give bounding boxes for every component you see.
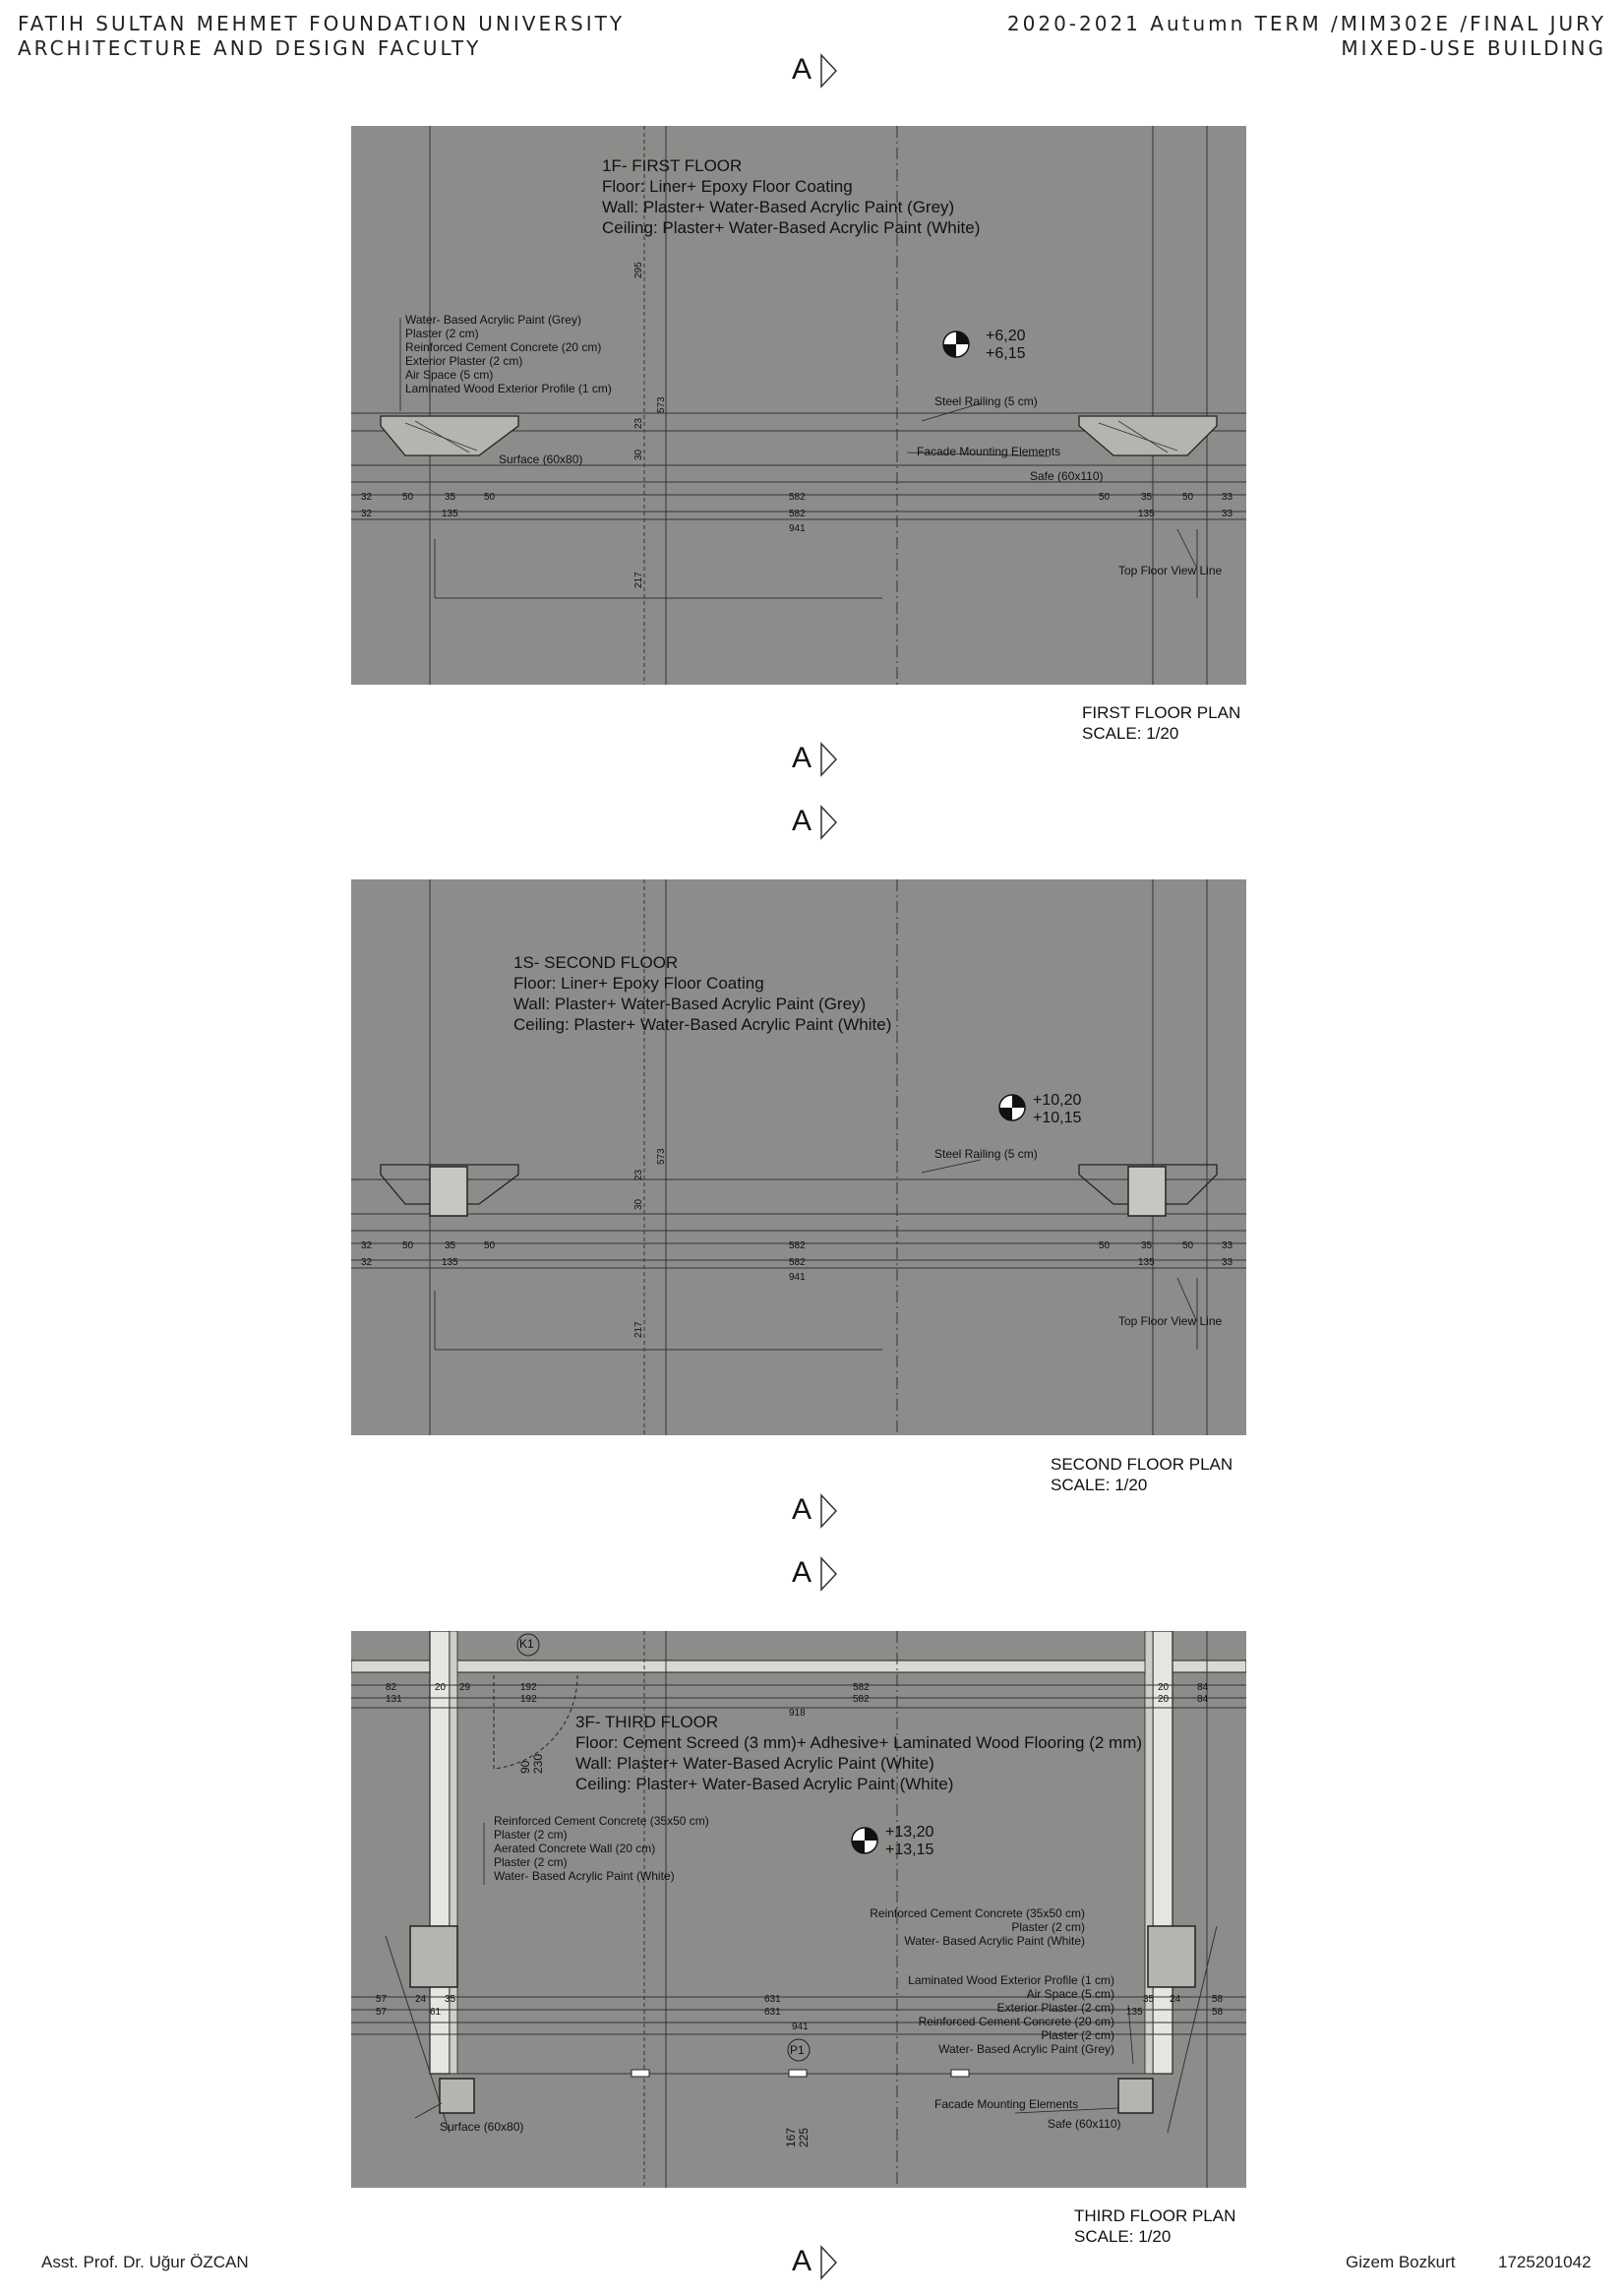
plan-name: SECOND FLOOR PLAN [1051, 1455, 1233, 1474]
facade-note: Facade Mounting Elements [917, 445, 1061, 458]
layer-note: Plaster (2 cm) [1041, 2028, 1114, 2042]
first-floor-plan [351, 126, 1246, 685]
layer-note: Plaster (2 cm) [405, 327, 479, 340]
section-letter: A [792, 53, 812, 86]
dimension: 192 [520, 1682, 537, 1693]
section-letter: A [792, 1556, 812, 1589]
dimension: 33 [1222, 509, 1233, 519]
dimension: 135 [1126, 2007, 1143, 2018]
layer-note: Air Space (5 cm) [405, 368, 494, 382]
section-marker-bottom-3 [792, 2243, 851, 2282]
dimension-vertical: 30 [633, 449, 644, 460]
elevation-bottom: +10,15 [1033, 1110, 1082, 1126]
layer-note: Water- Based Acrylic Paint (Grey) [405, 313, 581, 327]
dimension: 32 [361, 1257, 373, 1268]
dimension: 582 [789, 1240, 806, 1251]
safe-note: Safe (60x110) [1030, 469, 1104, 483]
plan-scale: SCALE: 1/20 [1051, 1476, 1148, 1494]
dimension: 35 [1141, 492, 1153, 503]
dimension-vertical: 30 [633, 1198, 644, 1210]
dimension: 135 [442, 509, 458, 519]
layer-note: Reinforced Cement Concrete (20 cm) [918, 2015, 1114, 2028]
dimension: 50 [1182, 492, 1194, 503]
layer-note: Water- Based Acrylic Paint (White) [494, 1869, 675, 1883]
dimension: 82 [386, 1682, 397, 1693]
dimension: 582 [789, 492, 806, 503]
layer-note: Plaster (2 cm) [494, 1828, 568, 1842]
dimension: 57 [376, 1994, 388, 2005]
project-name: MIXED-USE BUILDING [1341, 36, 1606, 60]
dimension: 192 [520, 1694, 537, 1705]
elevation-label [986, 328, 1025, 363]
room-finish-notes [575, 1712, 1142, 1794]
section-letter: A [792, 742, 812, 774]
right-wall-layer-notes [839, 1973, 1114, 2056]
dimension: 20 [1158, 1682, 1170, 1693]
section-marker-top-1 [792, 51, 851, 91]
plan-scale: SCALE: 1/20 [1082, 724, 1179, 743]
section-marker-bottom-2 [792, 1491, 851, 1531]
room-finish-notes [513, 952, 891, 1035]
dimension: 32 [361, 509, 373, 519]
safe-note: Safe (60x110) [1048, 2117, 1121, 2131]
dimension-total: 918 [789, 1708, 806, 1719]
course-header [1007, 12, 1606, 61]
layer-note: Aerated Concrete Wall (20 cm) [494, 1842, 656, 1855]
layer-note: Reinforced Cement Concrete (20 cm) [405, 340, 602, 354]
surface-note: Surface (60x80) [499, 453, 583, 466]
facade-note: Facade Mounting Elements [934, 2097, 1079, 2111]
faculty-name: ARCHITECTURE AND DESIGN FACULTY [18, 36, 482, 60]
dimension: 582 [789, 1257, 806, 1268]
dimension-vertical: 225 [797, 2127, 811, 2147]
instructor-name: Asst. Prof. Dr. Uğur ÖZCAN [41, 2253, 249, 2271]
dimension-vertical: 573 [656, 1148, 667, 1165]
layer-note: Plaster (2 cm) [1011, 1920, 1085, 1934]
surface-note: Surface (60x80) [440, 2120, 524, 2134]
first-floor-title-block [1082, 702, 1240, 744]
dimension: 61 [430, 2007, 442, 2018]
dimension-vertical: 23 [633, 1169, 644, 1180]
dimension-total: 941 [789, 523, 806, 534]
course-term: 2020-2021 Autumn TERM /MIM302E /FINAL JURY [1006, 12, 1606, 35]
section-arrow-icon [819, 1556, 839, 1592]
wall-layer-notes [405, 313, 612, 395]
section-marker-top-2 [792, 803, 851, 842]
elevation-top: +10,20 [1033, 1092, 1082, 1109]
section-arrow-icon [819, 742, 839, 777]
section-letter: A [792, 1493, 812, 1526]
dimension-total: 941 [789, 1272, 806, 1283]
elevation-top: +13,20 [885, 1824, 934, 1841]
dimension: 35 [445, 1994, 456, 2005]
door-dimension: 230 [531, 1753, 545, 1774]
floor-finish: Floor: Liner+ Epoxy Floor Coating [602, 177, 853, 196]
layer-note: Reinforced Cement Concrete (35x50 cm) [494, 1814, 709, 1828]
window-tag-p1: P1 [790, 2043, 805, 2057]
section-letter: A [792, 2245, 812, 2277]
dimension: 35 [1141, 1240, 1153, 1251]
dimension: 58 [1212, 2007, 1224, 2018]
layer-note: Air Space (5 cm) [1026, 1987, 1114, 2001]
dimension: 50 [1099, 1240, 1111, 1251]
room-title: 3F- THIRD FLOOR [575, 1713, 719, 1731]
section-arrow-icon [819, 805, 839, 840]
layer-note: Exterior Plaster (2 cm) [405, 354, 523, 368]
dimension: 135 [1138, 1257, 1155, 1268]
layer-note: Plaster (2 cm) [494, 1855, 568, 1869]
plan-name: THIRD FLOOR PLAN [1074, 2206, 1236, 2225]
university-header [18, 12, 625, 61]
dimension: 57 [376, 2007, 388, 2018]
dimension: 631 [764, 1994, 781, 2005]
dimension: 84 [1197, 1682, 1209, 1693]
dimension-vertical: 167 [784, 2127, 798, 2147]
layer-note: Water- Based Acrylic Paint (White) [904, 1934, 1085, 1948]
dimension: 24 [415, 1994, 427, 2005]
floor-finish: Floor: Liner+ Epoxy Floor Coating [513, 974, 764, 993]
dimension: 135 [442, 1257, 458, 1268]
view-line-note: Top Floor View Line [1118, 1314, 1223, 1328]
second-floor-plan [351, 879, 1246, 1435]
student-id: 1725201042 [1498, 2253, 1592, 2271]
dimension-vertical: 295 [633, 262, 644, 278]
door-dimension: 90 [518, 1760, 532, 1774]
section-arrow-icon [819, 1493, 839, 1529]
dimension: 582 [853, 1694, 870, 1705]
steel-railing-note: Steel Railing (5 cm) [934, 394, 1038, 408]
dimension: 35 [445, 1240, 456, 1251]
dimension-total: 941 [792, 2022, 809, 2032]
section-arrow-icon [819, 2245, 839, 2280]
second-floor-title-block [1051, 1454, 1233, 1495]
ceiling-finish: Ceiling: Plaster+ Water-Based Acrylic Paint (White) [575, 1775, 954, 1793]
floor-finish: Floor: Cement Screed (3 mm)+ Adhesive+ Laminated Wood Flooring (2 mm) [575, 1733, 1143, 1752]
elevation-label [1033, 1092, 1081, 1127]
dimension: 35 [1143, 1994, 1155, 2005]
dimension: 20 [1158, 1694, 1170, 1705]
dimension: 50 [1182, 1240, 1194, 1251]
section-marker-top-3 [792, 1554, 851, 1594]
dimension: 33 [1222, 1240, 1233, 1251]
dimension: 50 [484, 492, 496, 503]
ceiling-finish: Ceiling: Plaster+ Water-Based Acrylic Paint (White) [513, 1015, 892, 1034]
wall-finish: Wall: Plaster+ Water-Based Acrylic Paint (White) [575, 1754, 934, 1773]
layer-note: Water- Based Acrylic Paint (Grey) [938, 2042, 1114, 2056]
layer-note: Exterior Plaster (2 cm) [996, 2001, 1114, 2015]
layer-note: Laminated Wood Exterior Profile (1 cm) [405, 382, 612, 395]
dimension: 50 [402, 1240, 414, 1251]
view-line-note: Top Floor View Line [1118, 564, 1223, 577]
elevation-bottom: +13,15 [885, 1842, 934, 1858]
section-arrow-icon [819, 53, 839, 89]
dimension: 33 [1222, 492, 1233, 503]
dimension: 29 [459, 1682, 471, 1693]
dimension: 131 [386, 1694, 402, 1705]
elevation-top: +6,20 [986, 328, 1026, 344]
elevation-bottom: +6,15 [986, 345, 1026, 362]
dimension-vertical: 217 [633, 572, 644, 588]
section-marker-bottom-1 [792, 740, 851, 779]
dimension: 24 [1170, 1994, 1181, 2005]
university-name: FATIH SULTAN MEHMET FOUNDATION UNIVERSITY [18, 12, 626, 35]
third-floor-title-block [1074, 2205, 1235, 2247]
left-wall-layer-notes [494, 1814, 709, 1883]
dimension-vertical: 573 [656, 396, 667, 413]
dimension: 631 [764, 2007, 781, 2018]
wall-finish: Wall: Plaster+ Water-Based Acrylic Paint (Grey) [602, 198, 955, 216]
elevation-label [885, 1824, 933, 1859]
room-title: 1S- SECOND FLOOR [513, 953, 679, 972]
dimension: 58 [1212, 1994, 1224, 2005]
steel-railing-note: Steel Railing (5 cm) [934, 1147, 1038, 1161]
ceiling-finish: Ceiling: Plaster+ Water-Based Acrylic Paint (White) [602, 218, 981, 237]
dimension-vertical: 23 [633, 417, 644, 429]
layer-note: Laminated Wood Exterior Profile (1 cm) [908, 1973, 1114, 1987]
dimension: 84 [1197, 1694, 1209, 1705]
third-floor-plan [351, 1631, 1246, 2188]
layer-note: Reinforced Cement Concrete (35x50 cm) [870, 1906, 1085, 1920]
door-tag-k1: K1 [519, 1637, 534, 1651]
dimension-vertical: 217 [633, 1321, 644, 1338]
dimension: 32 [361, 1240, 373, 1251]
room-finish-notes [602, 155, 980, 238]
dimension: 50 [402, 492, 414, 503]
dimension: 33 [1222, 1257, 1233, 1268]
dimension: 582 [853, 1682, 870, 1693]
section-letter: A [792, 805, 812, 837]
student-name: Gizem Bozkurt [1346, 2253, 1456, 2271]
right-column-layer-notes [839, 1906, 1085, 1948]
room-title: 1F- FIRST FLOOR [602, 156, 743, 175]
dimension: 50 [484, 1240, 496, 1251]
wall-finish: Wall: Plaster+ Water-Based Acrylic Paint (Grey) [513, 995, 867, 1013]
dimension: 50 [1099, 492, 1111, 503]
dimension: 35 [445, 492, 456, 503]
dimension: 135 [1138, 509, 1155, 519]
dimension: 32 [361, 492, 373, 503]
plan-name: FIRST FLOOR PLAN [1082, 703, 1241, 722]
dimension: 582 [789, 509, 806, 519]
dimension: 20 [435, 1682, 447, 1693]
plan-scale: SCALE: 1/20 [1074, 2227, 1172, 2246]
